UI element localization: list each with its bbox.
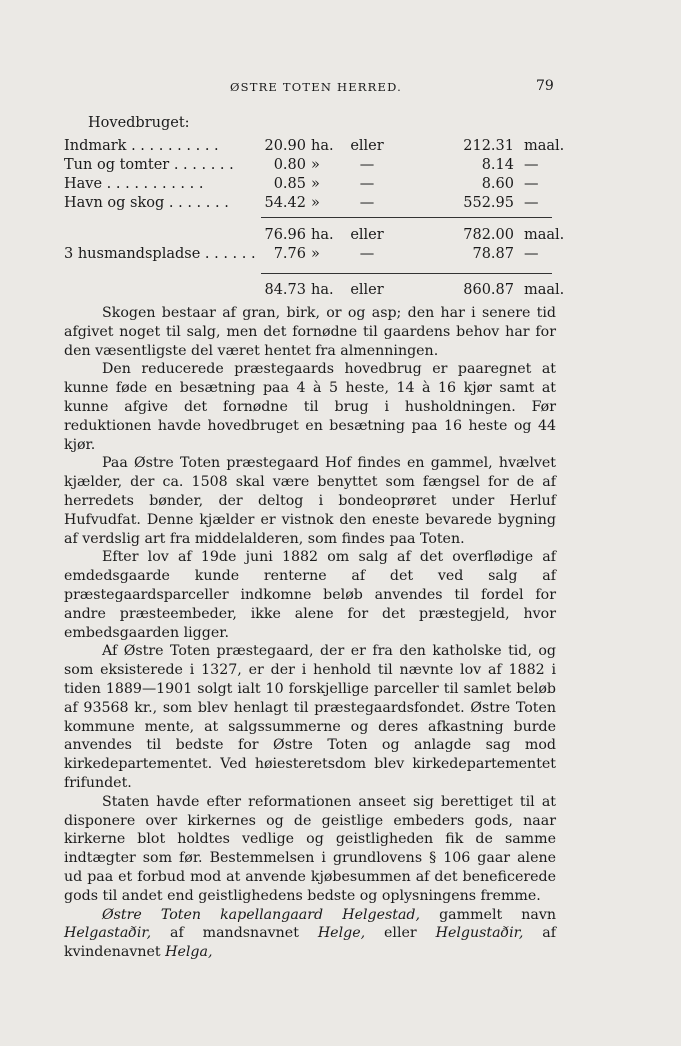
- separator: eller: [350, 282, 384, 298]
- unit: ha.: [311, 282, 334, 298]
- row-label: Indmark . . . . . . . . . .: [64, 138, 219, 154]
- unit: »: [311, 176, 320, 192]
- maal: 8.14: [481, 157, 514, 173]
- italic-name: Helgastaðir,: [64, 925, 152, 942]
- table-row: [64, 157, 564, 176]
- unit: ha.: [311, 138, 334, 154]
- hectares: 0.85: [273, 176, 306, 192]
- unit: »: [311, 157, 320, 173]
- area-table: [64, 138, 564, 214]
- paragraph: [64, 906, 556, 962]
- hectares: 20.90: [264, 138, 306, 154]
- maal: 782.00: [463, 227, 514, 243]
- separator: —: [359, 176, 375, 192]
- paragraph: Den reducerede præstegaards hovedbrug er paaregnet at kunne føde en besætning paa 4 à 5 heste, 14 à 16 kjør samt at kunne afgive det fornødne til brug i husholdningen. Før reduktionen havde hovedbruget en besætning paa 16 heste og 44 kjør.: [64, 361, 556, 453]
- table-row: [64, 138, 564, 157]
- maal: 8.60: [481, 176, 514, 192]
- italic-name: Helge,: [317, 925, 366, 942]
- running-title: ØSTRE TOTEN HERRED.: [230, 80, 402, 94]
- total-rule: [261, 273, 552, 274]
- italic-name: Østre Toten kapellangaard Helgestad,: [102, 906, 421, 923]
- paragraph: Skogen bestaar af gran, birk, or og asp; den har i senere tid afgivet noget til salg, men det fornødne til gaardens behov har for den væsentligste del været hentet fra almenningen.: [64, 305, 556, 359]
- subtotal-block: [64, 227, 564, 265]
- italic-name: Helga,: [165, 944, 213, 961]
- paragraph: Efter lov af 19de juni 1882 om salg af det overflødige af emdedsgaarde kunde renterne af det ved salg af præstegaardsparceller indkomne beløb anvendes til fordel for andre præsteembeder, ikke alene for det præstegjeld, hvor embedsgaarden ligger.: [64, 549, 556, 641]
- text-run: gammelt navn: [420, 906, 556, 923]
- unit: ha.: [311, 227, 334, 243]
- table-row: [64, 176, 564, 195]
- tail: —: [524, 176, 539, 192]
- separator: —: [359, 246, 375, 262]
- text-run: af mandsnavnet: [151, 925, 318, 942]
- italic-name: Helgustaðir,: [435, 925, 524, 942]
- separator: —: [359, 195, 375, 211]
- tail: maal.: [524, 138, 565, 154]
- row-label: Tun og tomter . . . . . . .: [64, 157, 234, 173]
- tail: —: [524, 195, 539, 211]
- table-row: [64, 195, 564, 214]
- body-text: [64, 304, 556, 962]
- unit: »: [311, 246, 320, 262]
- hectares: 76.96: [264, 227, 306, 243]
- paragraph: Af Østre Toten præstegaard, der er fra den katholske tid, og som eksisterede i 1327, er der i henhold til nævnte lov af 1882 i tiden 1889—1901 solgt ialt 10 forskjellige parceller til samlet beløb af 93568 kr., som blev henlagt til præstegaardsfondet. Østre Toten kommune mente, at salgssummerne og deres afkastning burde anvendes til bedste for Østre Toten og anlagde sag mod kirkedepartementet. Ved høiesteretsdom blev kirkedepartementet frifundet.: [64, 643, 556, 791]
- paragraph: Staten havde efter reformationen anseet sig berettiget til at disponere over kirkernes og de geistlige embeders gods, naar kirkerne blot holdtes vedlige og geistligheden fik de samme indtægter som før. Bestemmelsen i grundlovens § 106 gaar alene ud paa et forbud mod at anvende kjøbesummen af det beneficerede gods til andet end geistlighedens bedste og oplysningens fremme.: [64, 793, 556, 904]
- hectares: 7.76: [273, 246, 306, 262]
- subtotal-row: [64, 227, 564, 246]
- tail: maal.: [524, 282, 565, 298]
- unit: »: [311, 195, 320, 211]
- separator: eller: [350, 227, 384, 243]
- maal: 212.31: [463, 138, 514, 154]
- text-run: eller: [365, 925, 436, 942]
- section-heading: Hovedbruget:: [88, 115, 190, 131]
- hectares: 0.80: [273, 157, 306, 173]
- row-label: Have . . . . . . . . . . .: [64, 176, 204, 192]
- row-label: Havn og skog . . . . . . .: [64, 195, 229, 211]
- hectares: 84.73: [264, 282, 306, 298]
- tail: —: [524, 157, 539, 173]
- maal: 860.87: [463, 282, 514, 298]
- row-label: 3 husmandspladse . . . . . .: [64, 246, 256, 262]
- tail: —: [524, 246, 539, 262]
- paragraph: Paa Østre Toten præstegaard Hof findes en gammel, hvælvet kjælder, der ca. 1508 skal være benyttet som fængsel for de af herredets bønder, der deltog i bondeoprøret under Herluf Hufvudfat. Denne kjælder er vistnok den eneste bevarede bygning af verdslig art fra middelalderen, som findes paa Toten.: [64, 455, 556, 547]
- sum-rule: [261, 217, 552, 218]
- maal: 78.87: [472, 246, 514, 262]
- total-block: [64, 282, 564, 301]
- text-run: af kvindenavnet: [64, 925, 556, 961]
- total-row: [64, 282, 564, 301]
- maal: 552.95: [463, 195, 514, 211]
- separator: —: [359, 157, 375, 173]
- separator: eller: [350, 138, 384, 154]
- tail: maal.: [524, 227, 565, 243]
- husmand-row: [64, 246, 564, 265]
- page-number: 79: [536, 78, 554, 94]
- hectares: 54.42: [264, 195, 306, 211]
